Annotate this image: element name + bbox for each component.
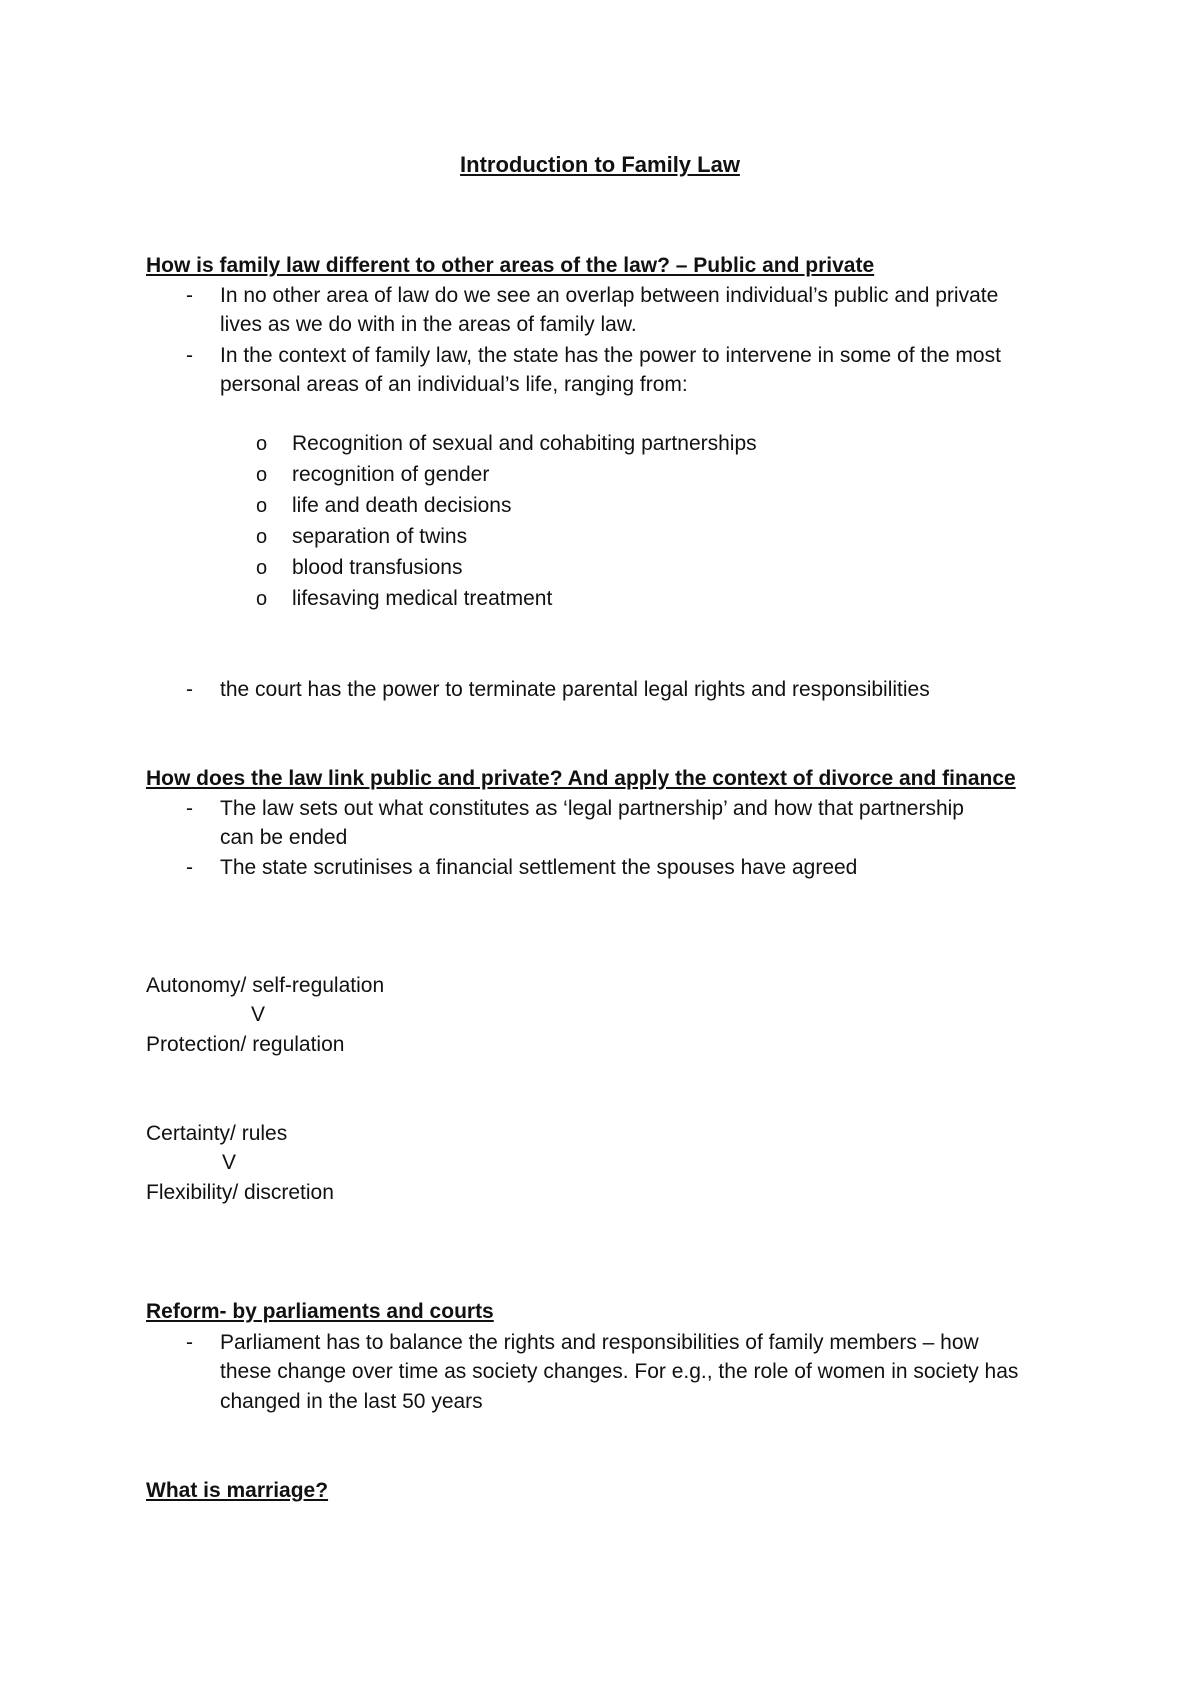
sub-list-item: recognition of gender	[292, 463, 490, 486]
sub-list-item: lifesaving medical treatment	[292, 587, 553, 610]
sub-list-item: separation of twins	[292, 525, 468, 548]
bullet-text: can be ended	[220, 826, 348, 849]
contrast-top-label: Certainty/ rules	[146, 1122, 288, 1145]
versus-label: V	[222, 1151, 237, 1174]
bullet-dash: -	[186, 344, 193, 367]
bullet-dash: -	[186, 1331, 193, 1354]
contrast-top-label: Autonomy/ self-regulation	[146, 974, 385, 997]
versus-label: V	[251, 1003, 266, 1026]
section-heading-marriage: What is marriage?	[146, 1479, 329, 1502]
section-heading-divorce-finance: How does the law link public and private? And apply the context of divorce and finance	[146, 767, 1016, 790]
contrast-bottom-label: Flexibility/ discretion	[146, 1181, 334, 1204]
sub-bullet-marker: o	[256, 464, 268, 486]
section-heading-reform: Reform- by parliaments and courts	[146, 1300, 494, 1323]
sub-bullet-marker: o	[256, 588, 268, 610]
bullet-dash: -	[186, 856, 193, 879]
sub-list-item: life and death decisions	[292, 494, 512, 517]
bullet-text: In no other area of law do we see an overlap between individual’s public and private	[220, 284, 999, 307]
bullet-text: personal areas of an individual’s life, ranging from:	[220, 373, 688, 396]
page-title: Introduction to Family Law	[460, 152, 740, 177]
bullet-text: lives as we do with in the areas of family law.	[220, 313, 637, 336]
bullet-dash: -	[186, 797, 193, 820]
bullet-dash: -	[186, 678, 193, 701]
bullet-text: The state scrutinises a financial settlement the spouses have agreed	[220, 856, 858, 879]
sub-list-item: blood transfusions	[292, 556, 463, 579]
sub-bullet-marker: o	[256, 557, 268, 579]
section-heading-public-private: How is family law different to other areas of the law? – Public and private	[146, 254, 875, 277]
bullet-text: The law sets out what constitutes as ‘legal partnership’ and how that partnership	[220, 797, 964, 820]
sub-bullet-marker: o	[256, 495, 268, 517]
bullet-dash: -	[186, 284, 193, 307]
sub-bullet-marker: o	[256, 526, 268, 548]
bullet-text: these change over time as society changes. For e.g., the role of women in society has	[220, 1360, 1019, 1383]
sub-list-item: Recognition of sexual and cohabiting partnerships	[292, 432, 757, 455]
contrast-bottom-label: Protection/ regulation	[146, 1033, 345, 1056]
bullet-text: Parliament has to balance the rights and responsibilities of family members – how	[220, 1331, 979, 1354]
bullet-text: changed in the last 50 years	[220, 1390, 483, 1413]
bullet-text: the court has the power to terminate parental legal rights and responsibilities	[220, 678, 930, 701]
sub-bullet-marker: o	[256, 433, 268, 455]
bullet-text: In the context of family law, the state has the power to intervene in some of the most	[220, 344, 1001, 367]
